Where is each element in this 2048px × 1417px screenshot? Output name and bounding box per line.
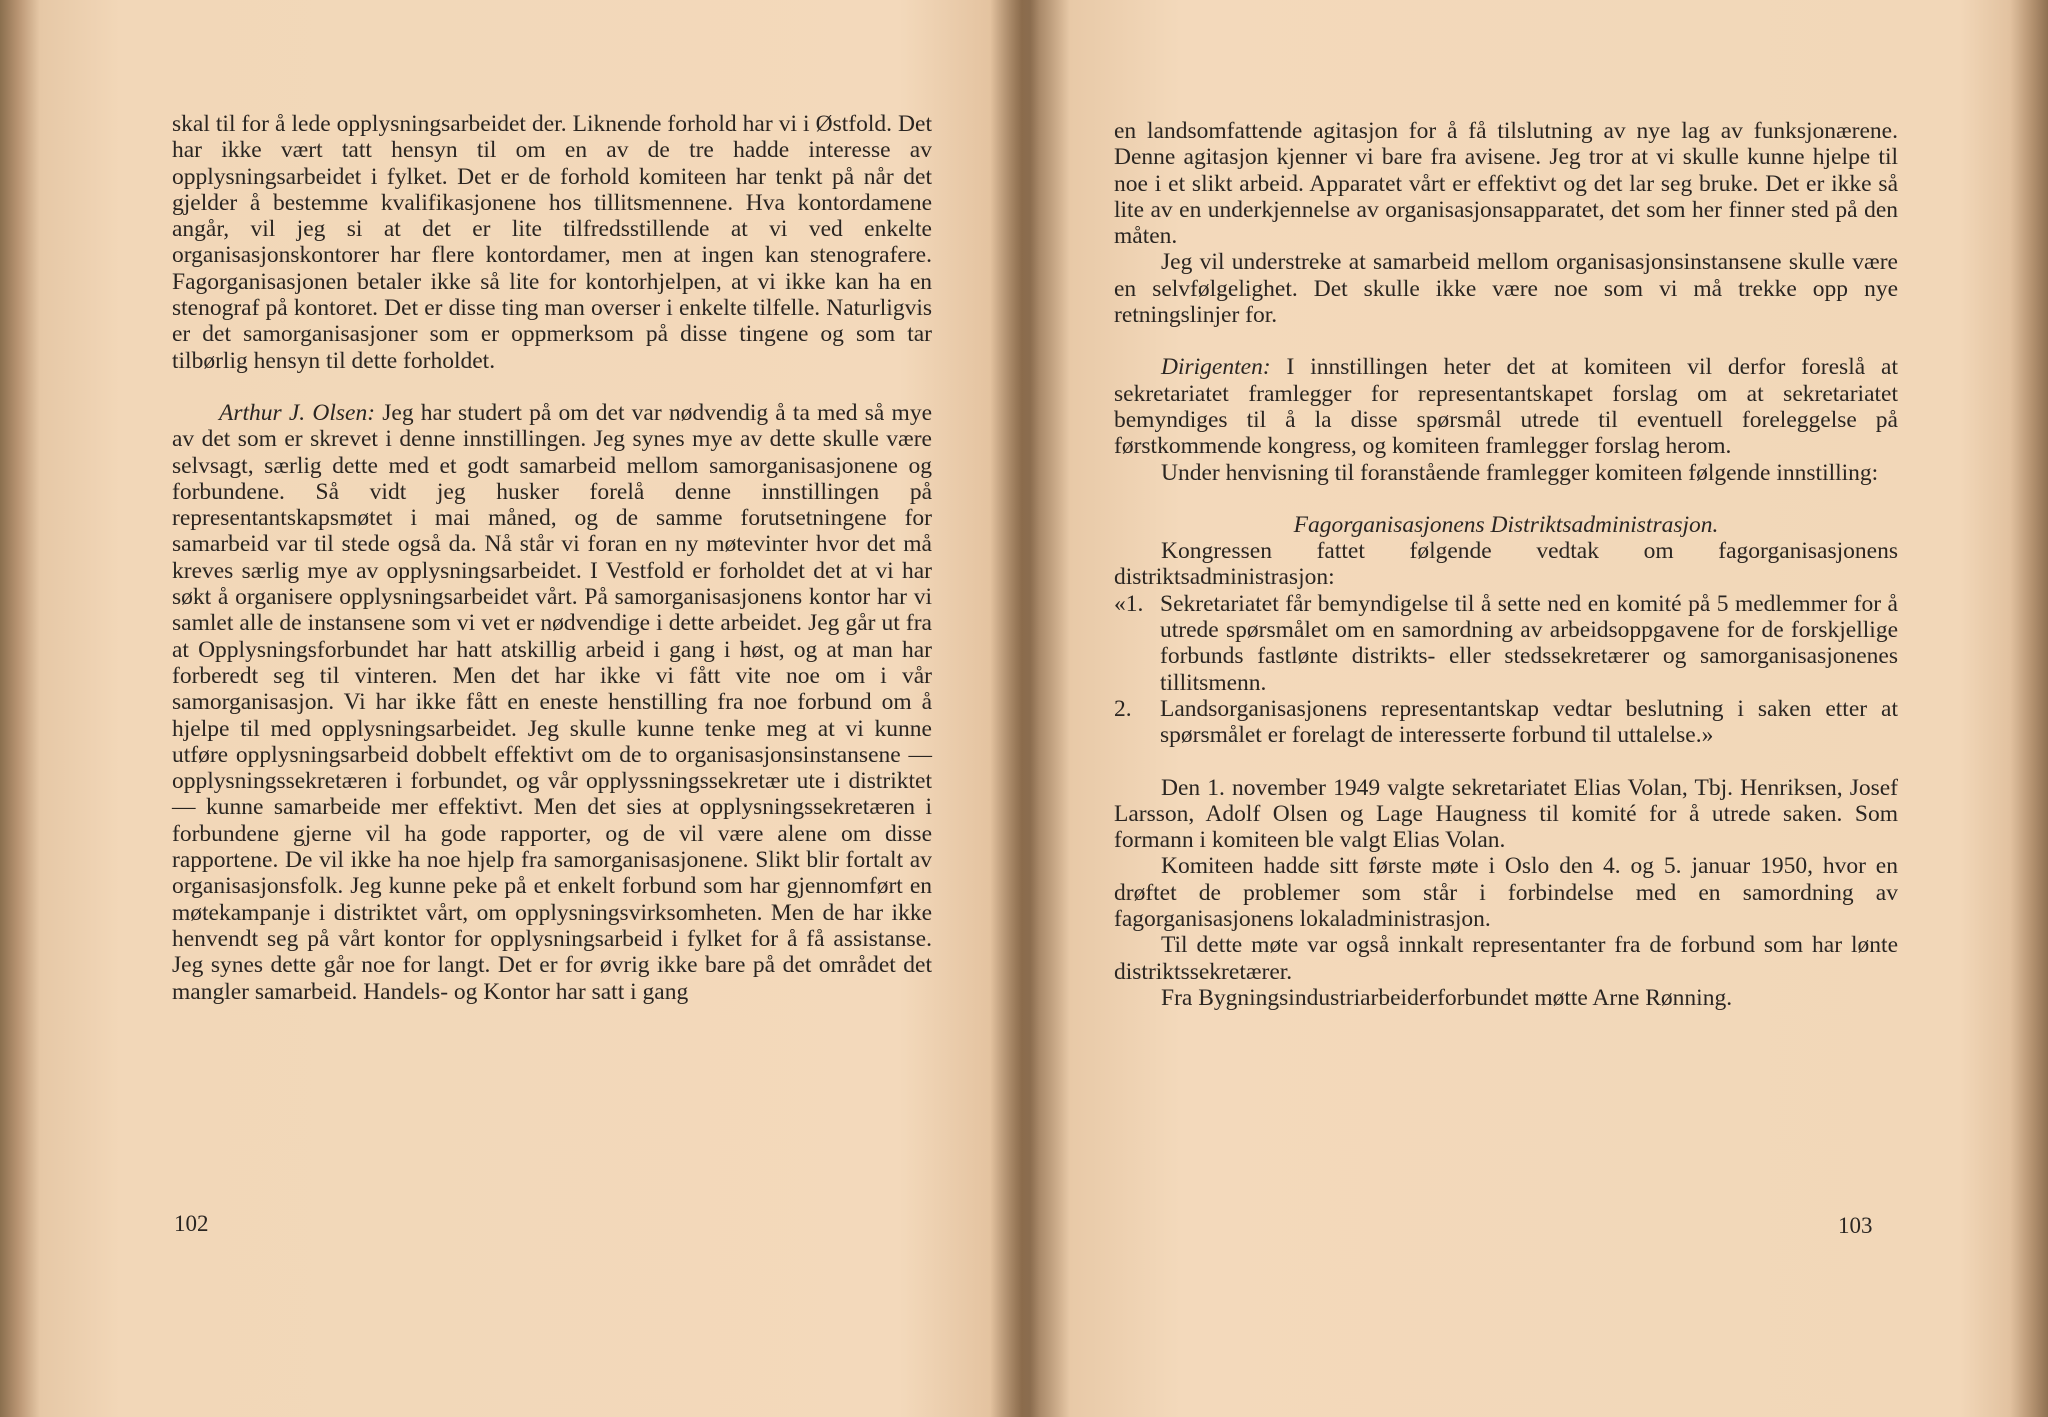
- list-item-text: Sekretariatet får bemyndigelse til å sette ned en komité på 5 medlemmer for å utrede spørsmålet om en samordning av arbeidsoppgavene for de forskjellige forbunds fastlønte distrikts- eller stedssekretærer og samorganisasjonenes tillitsmenn.: [1160, 590, 1898, 696]
- left-page-text: [172, 111, 932, 1005]
- list-item-number: «1.: [1114, 590, 1144, 617]
- speech-text: I innstillingen heter det at komiteen vil derfor foreslå at sekretariatet framlegger for representantskapet forslag om at sekretariatet bemyndiges til å la disse spørsmål utrede til eventuell foreleggelse på førstkommende kongress, og komiteen framlegger forslag herom.: [1114, 354, 1898, 460]
- list-item: [1114, 696, 1898, 749]
- list-item: [1114, 591, 1898, 696]
- right-page: [1024, 0, 2048, 1417]
- left-speech-paragraph: [172, 400, 932, 1005]
- speaker-name: Arthur J. Olsen:: [219, 399, 376, 426]
- right-paragraph-4: Kongressen fattet følgende vedtak om fagorganisasjonens distriktsadministrasjon:: [1114, 538, 1898, 591]
- dirigent-paragraph: [1114, 354, 1898, 459]
- right-paragraph-3: Under henvisning til foranstående framlegger komiteen følgende innstilling:: [1161, 459, 1879, 486]
- right-paragraph-5: Den 1. november 1949 valgte sekretariatet Elias Volan, Tbj. Henriksen, Josef Larsson, Adolf Olsen og Lage Haugness til komité for å utrede saken. Som formann i komiteen ble valgt Elias Volan.: [1114, 774, 1898, 854]
- list-item-text: Landsorganisasjonens representantskap vedtar beslutning i saken etter at spørsmålet er forelagt de interesserte forbund til uttalelse.»: [1160, 695, 1898, 749]
- right-paragraph-7: Til dette møte var også innkalt representanter fra de forbund som har lønte distriktssekretærer.: [1114, 932, 1898, 985]
- page-number-right: 103: [1838, 1213, 1873, 1238]
- right-paragraph-1: en landsomfattende agitasjon for å få tilslutning av nye lag av funksjonærene. Denne agitasjon kjenner vi bare fra avisene. Jeg tror at vi skulle kunne hjelpe til noe i et slikt arbeid. Apparatet vårt er effektivt og det lar seg bruke. Det er ikke så lite av en underkjennelse av organisasjonsapparatet, det som her finner sted på den måten.: [1114, 118, 1898, 250]
- left-paragraph-1: skal til for å lede opplysningsarbeidet der. Liknende forhold har vi i Østfold. Det har ikke vært tatt hensyn til om en av de tre hadde interesse av opplysningsarbeidet i fylket. Det er de forhold komiteen har tenkt på når det gjelder å bestemme kvalifikasjonene hos tillitsmennene. Hva kontordamene angår, vil jeg si at det er lite tilfredsstillende at vi ved enkelte organisasjonskontorer har flere kontordamer, men at ingen kan stenografere. Fagorganisasjonen betaler ikke så lite for kontorhjelpen, at vi ikke kan ha en stenograf på kontoret. Det er disse ting man overser i enkelte tilfelle. Naturligvis er det samorganisasjoner som er oppmerksom på disse tingene og som tar tilbørlig hensyn til dette forholdet.: [172, 111, 932, 374]
- resolution-list: [1114, 591, 1898, 749]
- right-paragraph-2: Jeg vil understreke at samarbeid mellom organisasjonsinstansene skulle være en selvfølgelighet. Det skulle ikke være noe som vi må trekke opp nye retningslinjer for.: [1114, 249, 1898, 329]
- list-item-number: 2.: [1114, 695, 1132, 722]
- section-heading: Fagorganisasjonens Distriktsadministrasjon.: [1293, 511, 1719, 538]
- speech-text: Jeg har studert på om det var nødvendig å ta med så mye av det som er skrevet i denne innstillingen. Jeg synes mye av dette skulle være selvsagt, særlig dette med et godt samarbeid mellom samorganisasjonene og forbundene. Så vidt jeg husker forelå denne innstillingen på representantskapsmøtet i mai måned, og de samme forutsetningene for samarbeid var til stede også da. Nå står vi foran en ny møtevinter hvor det må kreves særlig mye av opplysningsarbeidet. I Vestfold er forholdet det at vi har søkt å organisere opplysningsarbeidet vårt. På samorganisasjonens kontor har vi samlet alle de instansene som vi vet er nødvendige i dette arbeidet. Jeg går ut fra at Opplysningsforbundet har hatt atskillig arbeid i gang i høst, og at man har forberedt seg til vinteren. Men det har ikke vi fått vite noe om i vår samorganisasjon. Vi har ikke fått en eneste henstilling fra noe forbund om å hjelpe til med opplysningsarbeidet. Jeg skulle kunne tenke meg at vi kunne utføre opplysningsarbeid dobbelt effektivt om de to organisasjonsinstansene — opplysningssekretæren i forbundet, og vår opplyssningssekretær ute i distriktet — kunne samarbeide mer effektivt. Men det sies at opplysningssekretæren i forbundene gjerne vil ha gode rapporter, og de vil være alene om disse rapportene. De vil ikke ha noe hjelp fra samorganisasjonene. Slikt blir fortalt av organisasjonsfolk. Jeg kunne peke på et enkelt forbund som har gjennomført en møtekampanje i distriktet vårt, om opplysningsvirksomheten. Men de har ikke henvendt seg på vårt kontor for opplysningsarbeid i fylket for å få assistanse. Jeg synes dette går noe for langt. Det er for øvrig ikke bare på det området det mangler samarbeid. Handels- og Kontor har satt i gang: [172, 399, 932, 1005]
- right-page-text: [1114, 118, 1898, 1011]
- right-paragraph-8: Fra Bygningsindustriarbeiderforbundet møtte Arne Rønning.: [1161, 984, 1733, 1011]
- page-number-left: 102: [174, 1211, 209, 1236]
- speaker-name: Dirigenten:: [1161, 354, 1271, 381]
- right-paragraph-6: Komiteen hadde sitt første møte i Oslo den 4. og 5. januar 1950, hvor en drøftet de problemer som står i forbindelse med en samordning av fagorganisasjonens lokaladministrasjon.: [1114, 853, 1898, 933]
